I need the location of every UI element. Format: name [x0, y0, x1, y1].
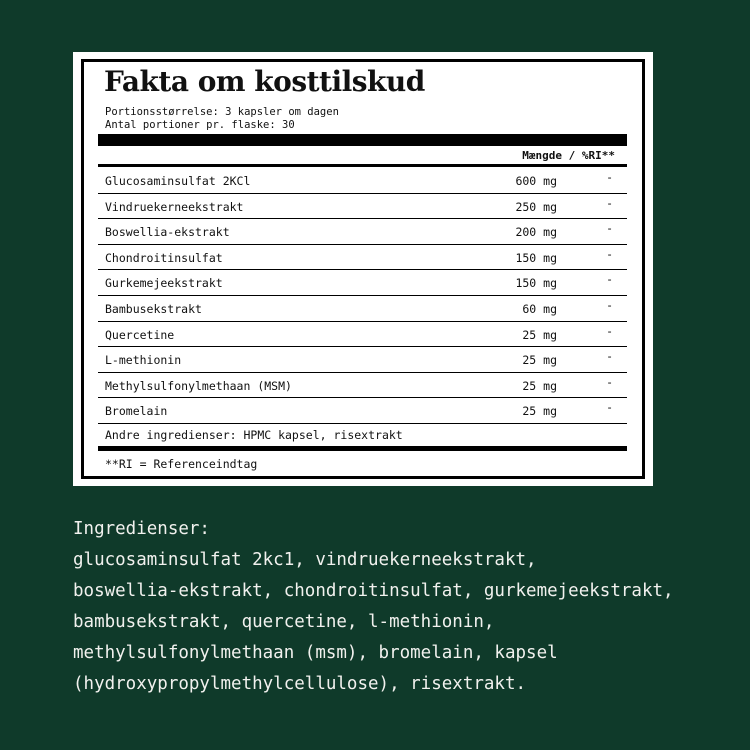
servings-per-bottle: Antal portioner pr. flaske: 30: [105, 119, 295, 131]
table-row: [98, 322, 627, 348]
ingredient-name: Glucosaminsulfat 2KCl: [105, 174, 251, 188]
amount-ri-column-header: Mængde / %RI**: [522, 149, 615, 162]
ingredient-ri: -: [606, 374, 613, 389]
ingredient-amount: 25 mg: [522, 378, 557, 393]
ingredients-line: boswellia-ekstrakt, chondroitinsulfat, gurkemejeekstrakt,: [73, 581, 674, 601]
ingredient-name: Bambusekstrakt: [105, 301, 202, 316]
ingredient-name: Methylsulfonylmethaan (MSM): [105, 378, 292, 393]
ingredient-amount: 150 mg: [515, 276, 557, 291]
ingredient-amount: 250 mg: [515, 199, 557, 214]
ingredient-ri: -: [606, 297, 613, 312]
ingredients-line: methylsulfonylmethaan (msm), bromelain, kapsel: [73, 643, 558, 663]
ingredient-amount: 200 mg: [515, 225, 557, 240]
ingredient-name: Chondroitinsulfat: [105, 250, 223, 265]
ingredient-ri: -: [606, 170, 613, 184]
ingredient-amount: 150 mg: [515, 250, 557, 265]
ingredient-ri: -: [606, 400, 613, 415]
ingredient-name: Bromelain: [105, 404, 168, 419]
ingredient-ri: -: [606, 221, 613, 236]
ingredient-name: Boswellia-ekstrakt: [105, 225, 230, 240]
ingredient-name: Quercetine: [105, 327, 175, 342]
ingredients-line: glucosaminsulfat 2kc1, vindruekerneekstrakt,: [73, 550, 537, 570]
table-row: [98, 270, 627, 296]
ingredient-amount: 60 mg: [522, 301, 557, 316]
table-row: [98, 219, 627, 245]
table-row: [98, 194, 627, 220]
header-divider-thick: [98, 134, 627, 146]
table-row: [98, 398, 627, 424]
header-divider: [98, 164, 627, 167]
ingredient-ri: -: [606, 349, 613, 364]
other-ingredients: Andre ingredienser: HPMC kapsel, risextrakt: [105, 428, 403, 442]
supplement-facts-panel: [73, 52, 653, 486]
ingredient-name: Gurkemejeekstrakt: [105, 276, 223, 291]
footer-divider: [98, 446, 627, 451]
table-row: [98, 168, 627, 194]
ri-footnote: **RI = Referenceindtag: [105, 457, 258, 471]
ingredient-amount: 25 mg: [522, 353, 557, 368]
ingredient-amount: 25 mg: [522, 404, 557, 419]
ingredient-name: Vindruekerneekstrakt: [105, 199, 244, 214]
ingredient-ri: -: [606, 323, 613, 338]
ingredients-block: [73, 514, 733, 700]
table-row: [98, 347, 627, 373]
ingredients-line: (hydroxypropylmethylcellulose), risextrakt.: [73, 674, 527, 694]
ingredients-heading: Ingredienser:: [73, 519, 210, 539]
table-row: [98, 373, 627, 399]
table-row: [98, 296, 627, 322]
table-row: [98, 245, 627, 271]
ingredients-line: bambusekstrakt, quercetine, l-methionin,: [73, 612, 495, 632]
serving-size: Portionsstørrelse: 3 kapsler om dagen: [105, 106, 339, 118]
ingredient-amount: 25 mg: [522, 327, 557, 342]
ingredient-name: L-methionin: [105, 353, 182, 368]
facts-title: Fakta om kosttilskud: [104, 65, 425, 98]
ingredient-ri: -: [606, 246, 613, 261]
ingredient-ri: -: [606, 272, 613, 287]
ingredient-ri: -: [606, 195, 613, 210]
nutrient-table: [98, 168, 627, 424]
ingredient-amount: 600 mg: [515, 174, 557, 188]
